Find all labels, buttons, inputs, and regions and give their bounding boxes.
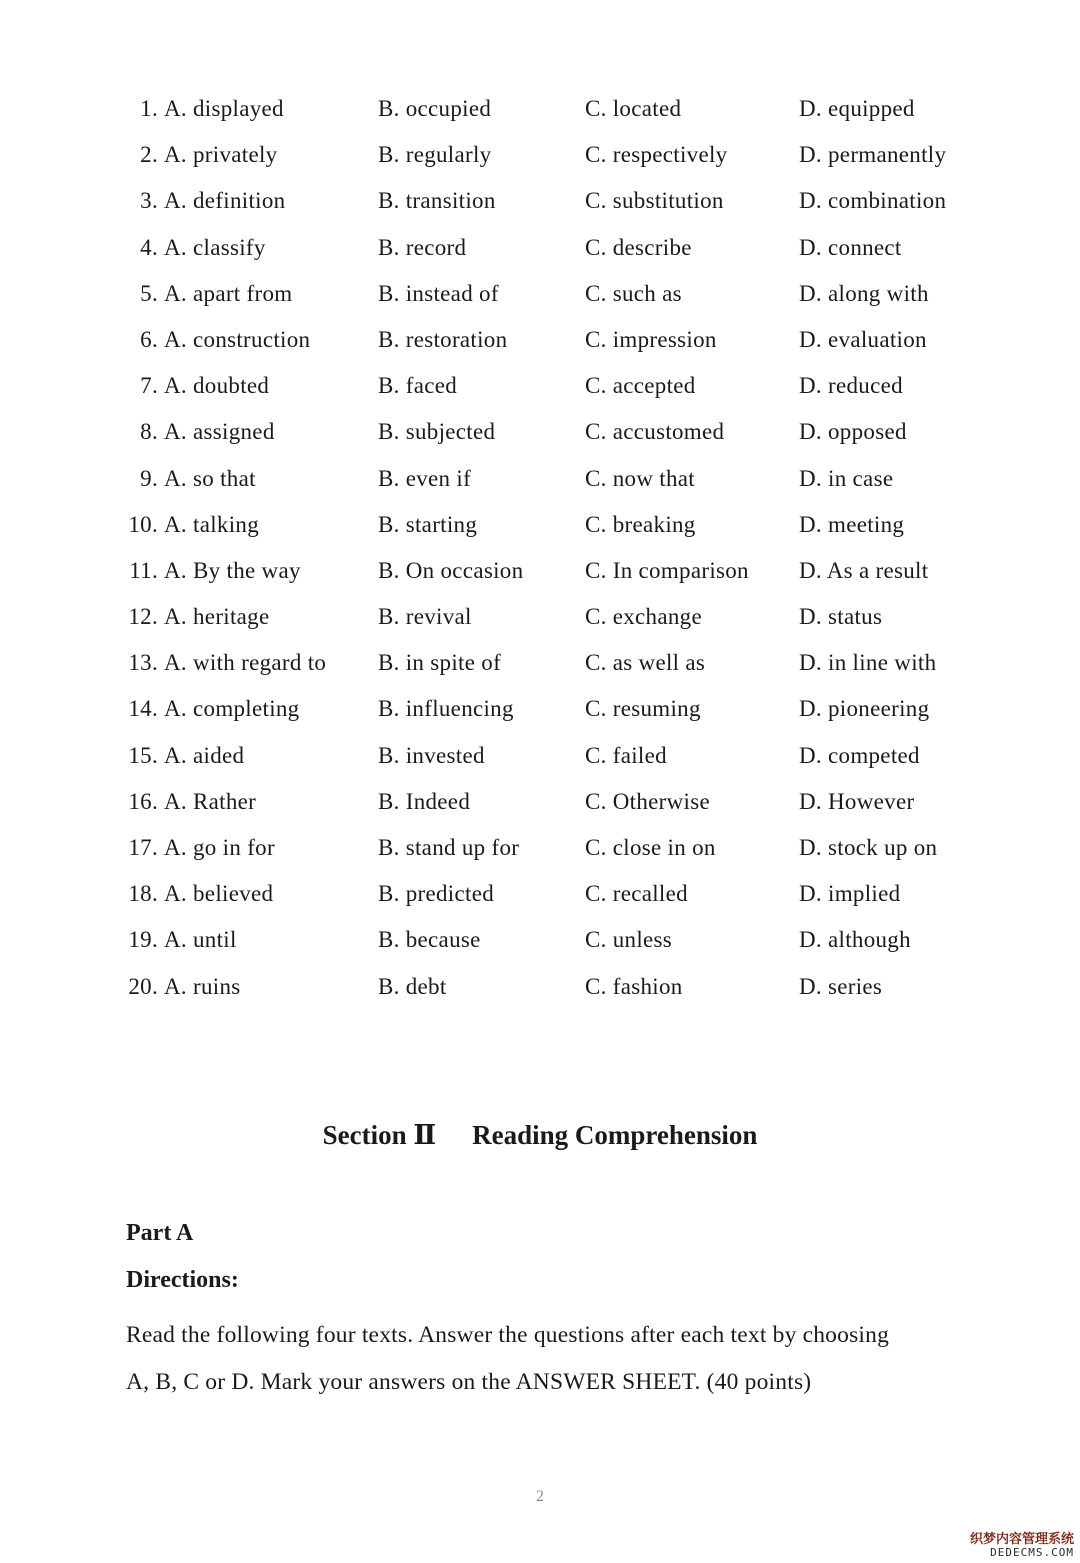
option-b: B. transition — [378, 188, 496, 214]
question-row — [120, 96, 1000, 142]
question-row — [120, 743, 1000, 789]
option-a-cell — [120, 235, 378, 261]
option-a-cell — [120, 373, 378, 399]
section-title: Reading Comprehension — [472, 1120, 758, 1150]
option-c: C. respectively — [585, 142, 728, 168]
option-a-cell — [120, 466, 378, 492]
question-row — [120, 650, 1000, 696]
option-d: D. However — [799, 788, 915, 814]
option-c: C. fashion — [585, 973, 683, 999]
option-d: D. competed — [799, 742, 920, 768]
question-number: 18. — [128, 881, 158, 907]
option-b: B. On occasion — [378, 557, 524, 583]
option-a: A. Rather — [164, 788, 257, 814]
option-b: B. occupied — [378, 96, 492, 121]
option-d: D. As a result — [799, 557, 929, 583]
question-number: 15. — [128, 742, 158, 768]
option-a-cell — [120, 419, 378, 445]
question-number: 3. — [140, 188, 158, 214]
option-c: C. exchange — [585, 604, 702, 630]
question-number: 14. — [128, 696, 158, 722]
option-d: D. status — [799, 604, 883, 630]
page-number: 2 — [536, 1488, 544, 1505]
option-a-cell — [120, 743, 378, 769]
option-b: B. regularly — [378, 142, 492, 168]
watermark-cn: 织梦内容管理系统 — [969, 1531, 1074, 1547]
question-number: 13. — [128, 650, 158, 676]
question-row — [120, 235, 1000, 281]
part-title: Part A — [126, 1220, 194, 1246]
option-a: A. apart from — [164, 280, 293, 306]
option-c: C. resuming — [585, 696, 701, 722]
option-a-cell — [120, 789, 378, 815]
question-number: 1. — [140, 96, 158, 121]
option-d: D. implied — [799, 881, 901, 907]
option-c: C. now that — [585, 465, 695, 491]
option-a: A. heritage — [164, 604, 270, 630]
option-a: A. construction — [164, 326, 311, 352]
watermark-logo — [970, 1533, 1074, 1559]
option-a: A. believed — [164, 881, 274, 907]
question-row — [120, 142, 1000, 188]
option-d: D. permanently — [799, 142, 947, 168]
option-a: A. definition — [164, 188, 286, 214]
option-c: C. describe — [585, 234, 692, 260]
section-heading — [0, 1120, 1080, 1151]
option-a: A. completing — [164, 696, 300, 722]
option-a: A. aided — [164, 742, 245, 768]
question-number: 5. — [140, 280, 158, 306]
option-c: C. breaking — [585, 511, 696, 537]
option-d: D. pioneering — [799, 696, 930, 722]
question-row — [120, 974, 1000, 1020]
question-row — [120, 373, 1000, 419]
question-row — [120, 188, 1000, 234]
option-c: C. accustomed — [585, 419, 725, 445]
option-a-cell — [120, 512, 378, 538]
option-c: C. accepted — [585, 373, 696, 399]
question-row — [120, 927, 1000, 973]
option-a: A. classify — [164, 234, 266, 260]
option-a: A. assigned — [164, 419, 275, 445]
option-d: D. reduced — [799, 373, 903, 399]
option-d: D. although — [799, 927, 911, 953]
directions-label: Directions: — [126, 1267, 239, 1293]
option-b: B. because — [378, 927, 481, 953]
option-b: B. faced — [378, 373, 458, 399]
option-c: C. impression — [585, 326, 717, 352]
question-row — [120, 466, 1000, 512]
option-b: B. stand up for — [378, 835, 520, 860]
option-d: D. connect — [799, 234, 902, 260]
option-d: D. in case — [799, 465, 894, 491]
option-a: A. ruins — [164, 973, 241, 999]
option-a: A. displayed — [164, 96, 284, 121]
question-row — [120, 512, 1000, 558]
option-a-cell — [120, 142, 378, 168]
option-c: C. close in on — [585, 835, 716, 860]
option-a-cell — [120, 558, 378, 584]
question-number: 7. — [140, 373, 158, 399]
question-number: 11. — [129, 557, 158, 583]
option-a-cell — [120, 650, 378, 676]
option-d: D. in line with — [799, 650, 937, 676]
option-a-cell — [120, 188, 378, 214]
option-b: B. predicted — [378, 881, 495, 907]
option-b: B. record — [378, 234, 467, 260]
options-table — [120, 96, 1000, 1020]
option-b: B. restoration — [378, 326, 508, 352]
question-row — [120, 327, 1000, 373]
option-a: A. with regard to — [164, 650, 327, 676]
option-c: C. located — [585, 96, 682, 121]
option-d: D. stock up on — [799, 835, 938, 860]
option-a: A. so that — [164, 465, 256, 491]
question-row — [120, 604, 1000, 650]
question-number: 8. — [140, 419, 158, 445]
question-number: 4. — [140, 234, 158, 260]
option-c: C. Otherwise — [585, 788, 710, 814]
option-c: C. as well as — [585, 650, 706, 676]
option-a: A. go in for — [164, 835, 275, 860]
directions-line: Read the following four texts. Answer the questions after each text by choosing — [126, 1322, 890, 1348]
question-row — [120, 419, 1000, 465]
option-c: C. In comparison — [585, 557, 749, 583]
option-a-cell — [120, 835, 378, 861]
watermark-en: DEDECMS.COM — [990, 1545, 1074, 1559]
option-c: C. failed — [585, 742, 667, 768]
question-number: 9. — [140, 465, 158, 491]
option-d: D. meeting — [799, 511, 905, 537]
option-c: C. substitution — [585, 188, 724, 214]
question-row — [120, 789, 1000, 835]
option-a: A. doubted — [164, 373, 270, 399]
option-d: D. evaluation — [799, 326, 927, 352]
option-a: A. until — [164, 927, 237, 953]
question-row — [120, 835, 1000, 881]
option-b: B. instead of — [378, 280, 499, 306]
option-b: B. influencing — [378, 696, 514, 722]
option-b: B. debt — [378, 973, 447, 999]
question-row — [120, 558, 1000, 604]
question-number: 19. — [128, 927, 158, 953]
question-row — [120, 696, 1000, 742]
option-a: A. talking — [164, 511, 259, 537]
option-b: B. even if — [378, 465, 472, 491]
option-d: D. opposed — [799, 419, 907, 445]
option-d: D. equipped — [799, 96, 915, 121]
question-number: 10. — [128, 511, 158, 537]
question-number: 16. — [128, 788, 158, 814]
option-a: A. By the way — [164, 557, 301, 583]
option-b: B. subjected — [378, 419, 496, 445]
option-a-cell — [120, 96, 378, 122]
option-d: D. along with — [799, 280, 929, 306]
option-a-cell — [120, 604, 378, 630]
option-a-cell — [120, 974, 378, 1000]
section-label: Section Ⅱ — [322, 1120, 437, 1150]
option-d: D. series — [799, 973, 883, 999]
option-d: D. combination — [799, 188, 947, 214]
option-c: C. recalled — [585, 881, 688, 907]
option-c: C. unless — [585, 927, 673, 953]
question-number: 12. — [128, 604, 158, 630]
option-b: B. invested — [378, 742, 485, 768]
option-a-cell — [120, 927, 378, 953]
option-c: C. such as — [585, 280, 682, 306]
directions-line: A, B, C or D. Mark your answers on the ANSWER SHEET. (40 points) — [126, 1369, 812, 1395]
directions-text — [126, 1312, 976, 1406]
option-a-cell — [120, 327, 378, 353]
question-number: 2. — [140, 142, 158, 168]
question-number: 6. — [140, 326, 158, 352]
option-b: B. in spite of — [378, 650, 502, 676]
option-b: B. revival — [378, 604, 472, 630]
option-a-cell — [120, 281, 378, 307]
option-b: B. Indeed — [378, 788, 471, 814]
option-a-cell — [120, 696, 378, 722]
question-number: 20. — [128, 973, 158, 999]
option-a-cell — [120, 881, 378, 907]
option-b: B. starting — [378, 511, 478, 537]
question-row — [120, 281, 1000, 327]
option-a: A. privately — [164, 142, 278, 168]
question-row — [120, 881, 1000, 927]
question-number: 17. — [128, 835, 158, 860]
